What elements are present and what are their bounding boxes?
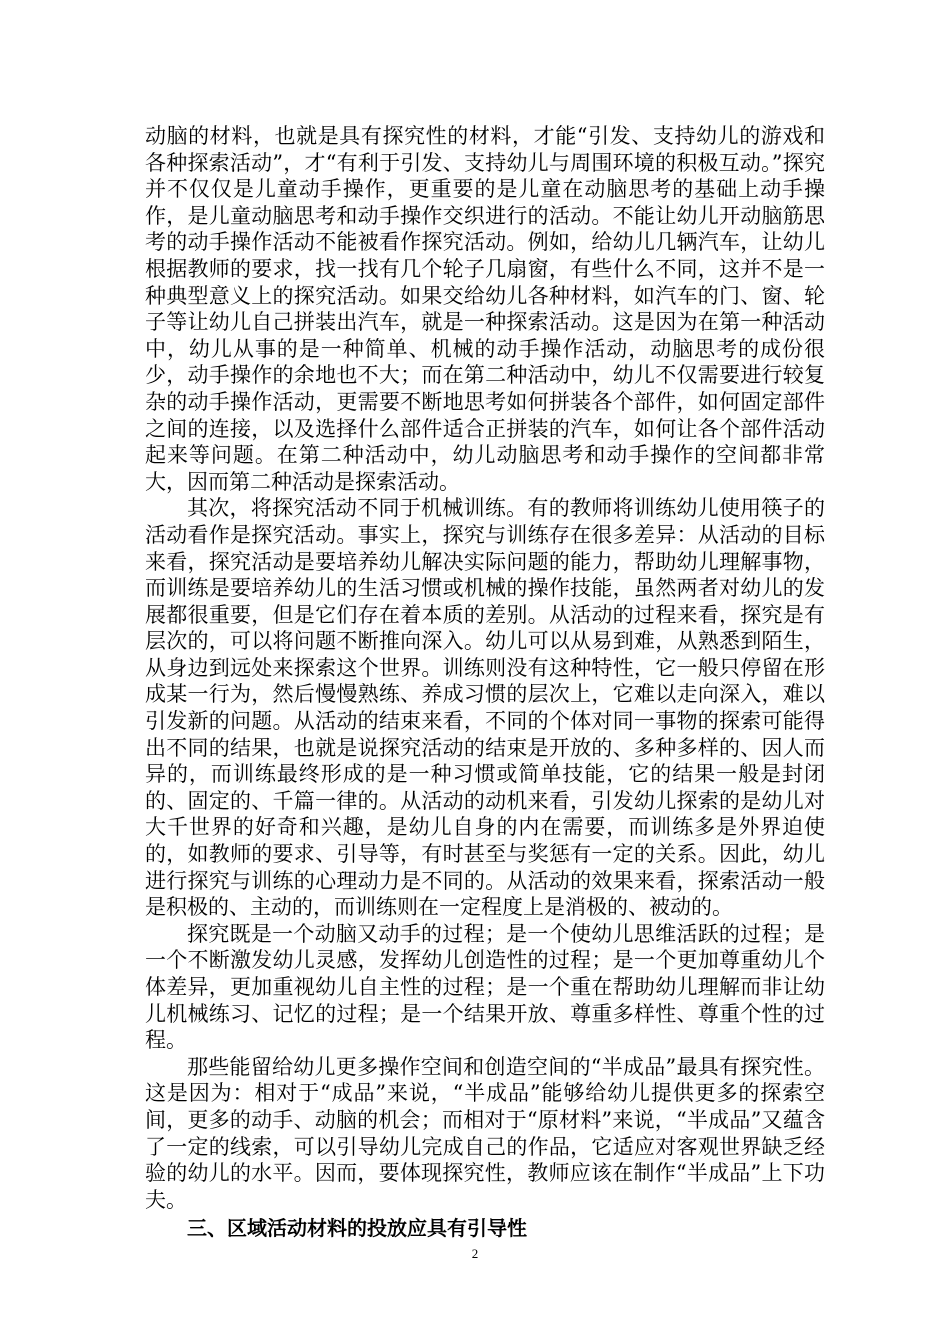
paragraph-3: 探究既是一个动脑又动手的过程；是一个使幼儿思维活跃的过程；是一个不断激发幼儿灵感，发挥幼儿创造性的过程；是一个更加尊重幼儿个体差异，更加重视幼儿自主性的过程；是一个重在帮助幼儿理解而非让幼儿机械练习、记忆的过程；是一个结果开放、尊重多样性、尊重个性的过程。 <box>145 921 825 1053</box>
page-number: 2 <box>471 1246 479 1261</box>
paragraph-2: 其次，将探究活动不同于机械训练。有的教师将训练幼儿使用筷子的活动看作是探究活动。事实上，探究与训练存在很多差异：从活动的目标来看，探究活动是要培养幼儿解决实际问题的能力，帮助幼儿理解事物，而训练是要培养幼儿的生活习惯或机械的操作技能，虽然两者对幼儿的发展都很重要，但是它们存在着本质的差别。从活动的过程来看，探究是有层次的，可以将问题不断推向深入。幼儿可以从易到难，从熟悉到陌生，从身边到远处来探索这个世界。训练则没有这种特性，它一般只停留在形成某一行为，然后慢慢熟练、养成习惯的层次上，它难以走向深入，难以引发新的问题。从活动的结束来看，不同的个体对同一事物的探索可能得出不同的结果，也就是说探究活动的结束是开放的、多种多样的、因人而异的，而训练最终形成的是一种习惯或简单技能，它的结果一般是封闭的、固定的、千篇一律的。从活动的动机来看，引发幼儿探索的是幼儿对大千世界的好奇和兴趣，是幼儿自身的内在需要，而训练多是外界迫使的，如教师的要求、引导等，有时甚至与奖惩有一定的关系。因此，幼儿进行探究与训练的心理动力是不同的。从活动的效果来看，探索活动一般是积极的、主动的，而训练则在一定程度上是消极的、被动的。 <box>145 496 825 920</box>
paragraph-1: 动脑的材料，也就是具有探究性的材料，才能“引发、支持幼儿的游戏和各种探索活动”，才“有利于引发、支持幼儿与周围环境的积极互动。”探究并不仅仅是儿童动手操作，更重要的是儿童在动脑思考的基础上动手操作，是儿童动脑思考和动手操作交织进行的活动。不能让幼儿开动脑筋思考的动手操作活动不能被看作探究活动。例如，给幼儿几辆汽车，让幼儿根据教师的要求，找一找有几个轮子几扇窗，有些什么不同，这并不是一种典型意义上的探究活动。如果交给幼儿各种材料，如汽车的门、窗、轮子等让幼儿自己拼装出汽车，就是一种探索活动。这是因为在第一种活动中，幼儿从事的是一种简单、机械的动手操作活动，动脑思考的成份很少，动手操作的余地也不大；而在第二种活动中，幼儿不仅需要进行较复杂的动手操作活动，更需要不断地思考如何拼装各个部件，如何固定部件之间的连接，以及选择什么部件适合正拼装的汽车，如何让各个部件活动起来等问题。在第二种活动中，幼儿动脑思考和动手操作的空间都非常大，因而第二种活动是探索活动。 <box>145 124 825 494</box>
paragraph-4: 那些能留给幼儿更多操作空间和创造空间的“半成品”最具有探究性。这是因为：相对于“成品”来说，“半成品”能够给幼儿提供更多的探索空间，更多的动手、动脑的机会；而相对于“原材料”来说，“半成品”又蕴含了一定的线索，可以引导幼儿完成自己的作品，它适应对客观世界缺乏经验的幼儿的水平。因而，要体现探究性，教师应该在制作“半成品”上下功夫。 <box>145 1054 825 1212</box>
document-body <box>145 123 825 1243</box>
section-heading: 三、区域活动材料的投放应具有引导性 <box>187 1216 527 1241</box>
